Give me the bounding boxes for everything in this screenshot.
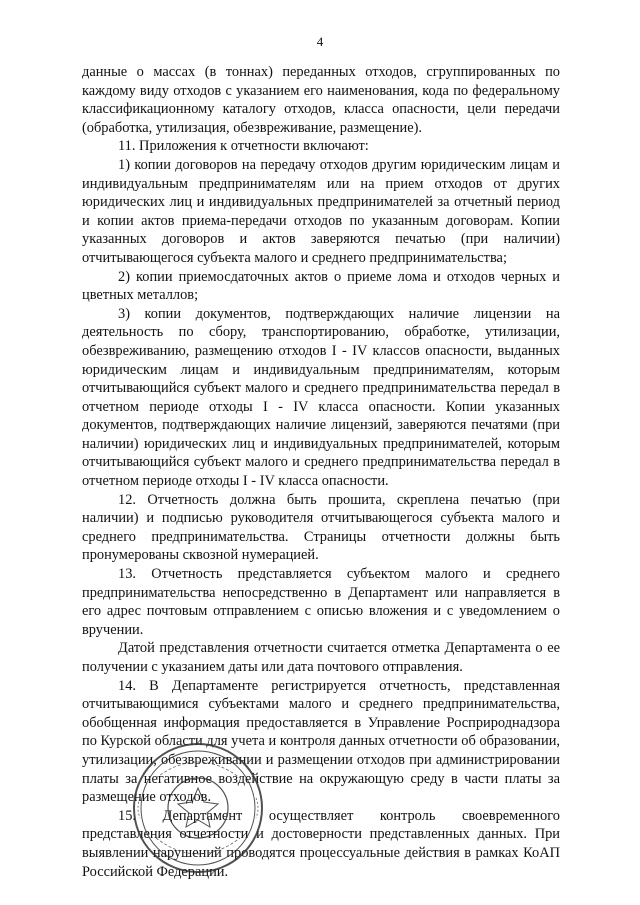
paragraph-11-item-2: 2) копии приемосдаточных актов о приеме лома и отходов черных и цветных металлов; [82, 268, 560, 304]
page-number: 4 [316, 34, 324, 49]
paragraph-14: 14. В Департаменте регистрируется отчетность, представленная отчитывающимися субъектами малого и среднего предпринимательства, обобщенная информация предоставляется в Управление Росприроднадзора по Курской области для учета и контроля данных отчетности об образовании, утилизации, обезвреживании и размещении отходов при администрировании платы за негативное воздействие на окружающую среду в части платы за размещение отходов. [82, 677, 560, 806]
document-body [82, 63, 560, 881]
paragraph-11-item-3: 3) копии документов, подтверждающих наличие лицензии на деятельность по сбору, транспортированию, обработке, утилизации, обезвреживанию, размещению отходов I - IV классов опасности, выданных юридическим лицам и индивидуальным предпринимателям, которым отчитывающийся субъект малого и среднего предпринимательства передал в отчетном периоде отходы I - IV класса опасности. Копии указанных документов, подтверждающих наличие лицензий, заверяются печатями (при наличии) юридических лиц и индивидуальных предпринимателей, которым отчитывающийся субъект малого и среднего предпринимательства передал в отчетном периоде отходы I - IV класса опасности. [82, 305, 560, 490]
paragraph-15: 15. Департамент осуществляет контроль своевременного представления отчетности и достоверности представленных данных. При выявлении нарушений проводятся процессуальные действия в рамках КоАП Российской Федерации. [82, 807, 560, 880]
paragraph-12: 12. Отчетность должна быть прошита, скреплена печатью (при наличии) и подписью руководителя отчитывающегося субъекта малого и среднего предпринимательства. Страницы отчетности должны быть пронумерованы сквозной нумерацией. [82, 491, 560, 564]
paragraph-masses-continuation: данные о массах (в тоннах) переданных отходов, сгруппированных по каждому виду отходов с указанием его наименования, кода по федеральному классификационному каталогу отходов, класса опасности, цели передачи (обработка, утилизация, обезвреживание, размещение). [82, 64, 560, 136]
paragraph-13: 13. Отчетность представляется субъектом малого и среднего предпринимательства непосредственно в Департамент или направляется в его адрес почтовым отправлением с описью вложения и с уведомлением о вручении. [82, 566, 560, 638]
paragraph-11-attachments: 11. Приложения к отчетности включают: [118, 138, 369, 155]
paragraph-11-item-1: 1) копии договоров на передачу отходов другим юридическим лицам и индивидуальным предпринимателям или на прием отходов от других юридических лиц и индивидуальных предпринимателей за отчетный период и копии актов приема-передачи отходов по указанным договорам. Копии указанных договоров и актов заверяются печатью (при наличии) отчитывающегося субъекта малого и среднего предпринимательства; [82, 156, 560, 266]
paragraph-13-date: Датой представления отчетности считается отметка Департамента о ее получении с указанием даты или дата почтового отправления. [82, 640, 560, 675]
